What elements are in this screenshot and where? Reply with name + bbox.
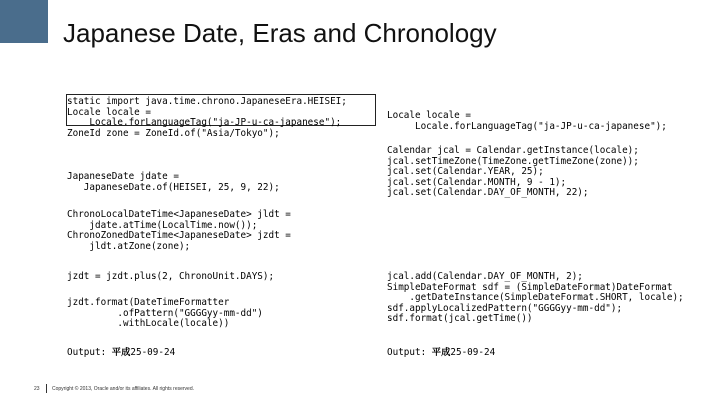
code-line: jcal.add(Calendar.DAY_OF_MONTH, 2); [387,271,583,282]
left-code-block-4 [67,272,274,283]
code-line: ChronoLocalDateTime<JapaneseDate> jldt = [67,209,291,220]
code-line: jcal.set(Calendar.MONTH, 9 - 1); [387,176,567,188]
code-line: jldt.atZone(zone); [67,240,191,252]
code-line: jzdt.format(DateTimeFormatter [67,297,230,308]
slide-title: Japanese Date, Eras and Chronology [63,18,497,48]
left-code-block-3 [67,210,291,252]
right-code-block-1 [387,111,667,132]
output-label: Output: [387,347,432,358]
code-line: .ofPattern("GGGGyy-mm-dd") [67,307,263,319]
output-value: 25-09-24 [450,347,496,358]
code-line: SimpleDateFormat sdf = (SimpleDateFormat)DateFormat [387,281,673,293]
code-line: JapaneseDate.of(HEISEI, 25, 9, 22); [67,181,280,193]
code-line: .withLocale(locale)) [67,318,230,330]
accent-bar [0,0,48,43]
code-line: Locale locale = [387,110,471,121]
footer-divider [46,384,47,393]
output-label: Output: [67,347,112,358]
code-line: ChronoZonedDateTime<JapaneseDate> jzdt = [67,230,291,242]
right-output [387,348,495,359]
code-line: ZoneId zone = ZoneId.of("Asia/Tokyo"); [67,127,280,139]
code-line: Locale.forLanguageTag("ja-JP-u-ca-japanese"); [387,120,667,132]
copyright-text: Copyright © 2013, Oracle and/or its affiliates. All rights reserved. [52,386,194,392]
output-era: 平成 [111,347,131,358]
code-line: Locale locale = [67,106,151,118]
right-code-block-2 [387,146,639,199]
code-line: sdf.applyLocalizedPattern("GGGGyy-mm-dd"); [387,302,623,314]
code-line: sdf.format(jcal.getTime()) [387,313,533,325]
code-line: jdate.atTime(LocalTime.now()); [67,219,258,231]
left-output [67,348,175,359]
code-line: jcal.set(Calendar.YEAR, 25); [387,166,544,178]
page-number: 23 [34,386,40,392]
left-code-block-5 [67,298,263,330]
left-code-block-2 [67,172,280,193]
code-line: Locale.forLanguageTag("ja-JP-u-ca-japanese"); [67,117,342,129]
code-line: static import java.time.chrono.JapaneseEra.HEISEI; [67,96,347,107]
code-line: jzdt = jzdt.plus(2, ChronoUnit.DAYS); [67,271,275,282]
code-line: JapaneseDate jdate = [67,171,179,182]
code-line: jcal.set(Calendar.DAY_OF_MONTH, 22); [387,187,589,199]
code-line: jcal.setTimeZone(TimeZone.getTimeZone(zone)); [387,155,639,167]
code-line: .getDateInstance(SimpleDateFormat.SHORT, locale); [387,292,684,304]
output-era: 平成 [431,347,451,358]
right-code-block-3 [387,272,684,325]
left-code-block-1 [67,97,347,139]
output-value: 25-09-24 [130,347,176,358]
code-line: Calendar jcal = Calendar.getInstance(locale); [387,145,639,156]
